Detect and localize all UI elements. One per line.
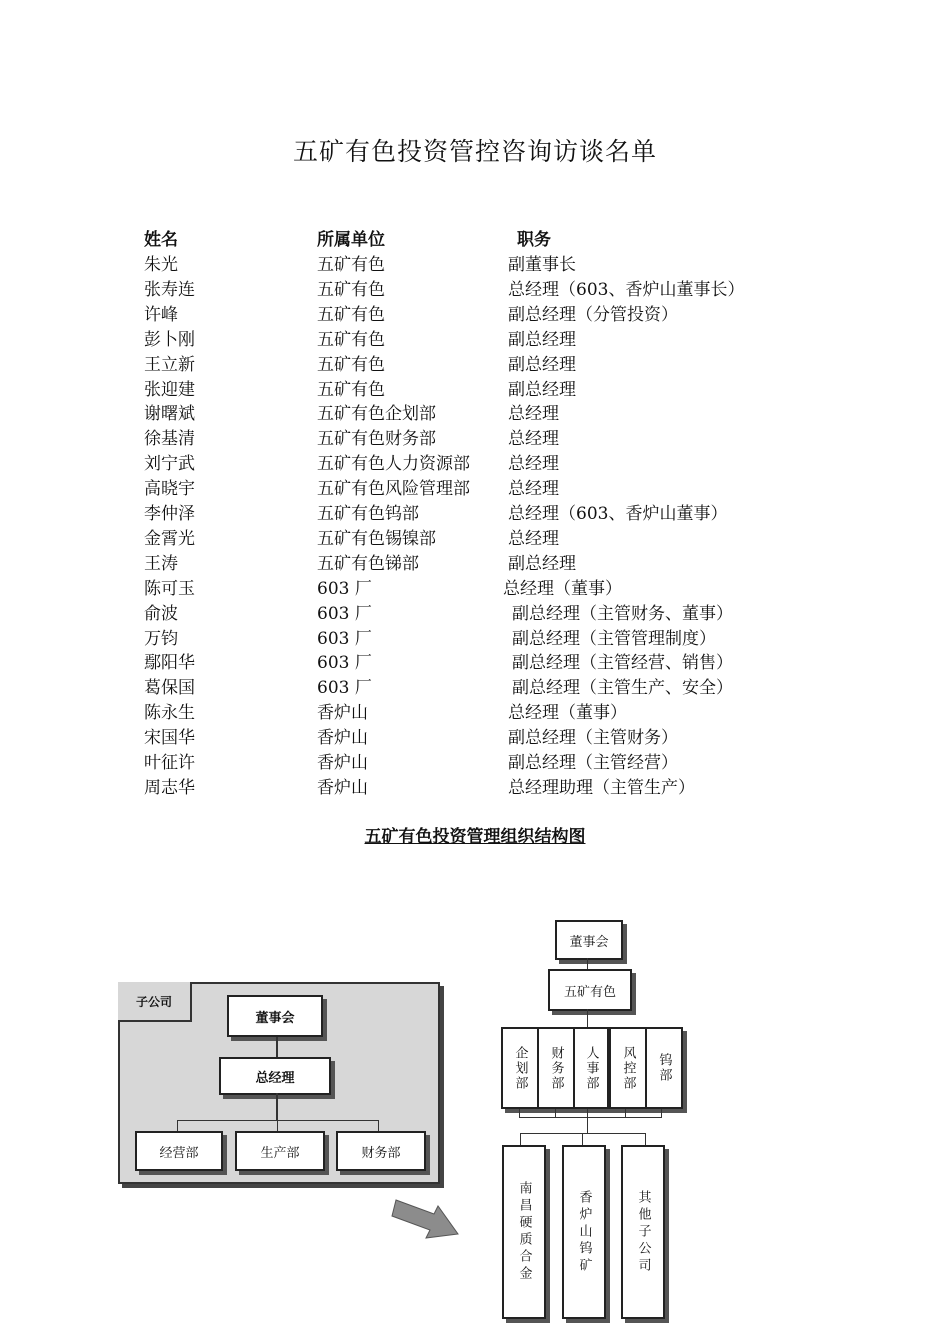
person-role: 总经理（603、香炉山董事长） <box>508 279 745 300</box>
subsidiary-dept-production: 生产部 <box>235 1131 325 1171</box>
person-unit: 香炉山 <box>317 753 368 773</box>
group-sub-others: 其他子公司 <box>621 1145 665 1319</box>
list-item <box>0 773 950 798</box>
group-dept-tungsten: 钨部 <box>645 1027 683 1109</box>
person-role: 副总经理（主管财务） <box>508 728 678 749</box>
person-name: 许峰 <box>144 304 178 325</box>
subsidiary-board-box: 董事会 <box>227 995 323 1037</box>
group-sub-xianglushan: 香炉山钨矿 <box>562 1145 606 1319</box>
person-unit: 五矿有色 <box>317 329 385 350</box>
person-role: 副总经理 <box>508 354 576 375</box>
person-unit: 603 厂 <box>317 628 372 649</box>
person-unit: 五矿有色风险管理部 <box>317 479 470 500</box>
person-role: 副总经理（主管经营） <box>508 753 678 773</box>
group-company-box: 五矿有色 <box>548 969 632 1011</box>
list-item <box>0 449 950 474</box>
group-dept-finance: 财务部 <box>537 1027 575 1109</box>
person-unit: 香炉山 <box>317 703 368 724</box>
list-item <box>0 723 950 748</box>
person-role: 总经理 <box>508 479 559 500</box>
person-name: 王立新 <box>144 354 195 375</box>
person-unit: 香炉山 <box>317 728 368 749</box>
list-item <box>0 350 950 375</box>
person-unit: 五矿有色锑部 <box>317 553 419 574</box>
person-role: 总经理 <box>508 404 559 425</box>
person-name: 叶征许 <box>144 753 195 773</box>
person-role: 总经理（董事） <box>503 578 622 599</box>
person-unit: 香炉山 <box>317 777 368 798</box>
person-role: 总经理 <box>508 429 559 450</box>
list-item <box>0 698 950 723</box>
list-item <box>0 250 950 275</box>
person-role: 副总经理 <box>508 553 576 574</box>
list-item <box>0 424 950 449</box>
person-unit: 603 厂 <box>317 603 372 624</box>
person-name: 陈可玉 <box>144 578 195 599</box>
person-name: 张迎建 <box>144 379 195 400</box>
person-name: 朱光 <box>144 255 178 275</box>
person-unit: 五矿有色人力资源部 <box>317 454 470 475</box>
person-unit: 603 厂 <box>317 678 372 699</box>
person-name: 彭卜刚 <box>144 329 195 350</box>
person-name: 刘宁武 <box>144 454 195 475</box>
person-role: 副总经理 <box>508 379 576 400</box>
person-role: 副总经理（分管投资） <box>508 304 678 325</box>
person-unit: 603 厂 <box>317 578 372 599</box>
arrow-right-icon <box>390 1186 466 1242</box>
person-name: 张寿连 <box>144 279 195 300</box>
person-role: 副总经理 <box>508 329 576 350</box>
person-unit: 五矿有色 <box>317 255 385 275</box>
subsidiary-dept-finance: 财务部 <box>336 1131 426 1171</box>
column-header-role: 职务 <box>517 230 551 250</box>
person-unit: 五矿有色 <box>317 304 385 325</box>
list-item <box>0 673 950 698</box>
column-header-unit: 所属单位 <box>317 230 385 250</box>
group-board-box: 董事会 <box>555 920 623 960</box>
person-name: 万钧 <box>144 628 178 649</box>
list-item <box>0 275 950 300</box>
list-item <box>0 599 950 624</box>
subsidiary-dept-operation: 经营部 <box>135 1131 223 1171</box>
document-title: 五矿有色投资管控咨询访谈名单 <box>292 137 657 166</box>
list-item <box>0 375 950 400</box>
person-role: 副总经理（主管管理制度） <box>512 628 716 649</box>
list-item <box>0 549 950 574</box>
list-item <box>0 399 950 424</box>
person-unit: 五矿有色 <box>317 279 385 300</box>
person-name: 宋国华 <box>144 728 195 749</box>
subsidiary-gm-box: 总经理 <box>219 1057 331 1095</box>
person-role: 总经理助理（主管生产） <box>508 777 695 798</box>
person-role: 副董事长 <box>508 255 576 275</box>
person-name: 鄢阳华 <box>144 653 195 674</box>
list-item <box>0 524 950 549</box>
list-item <box>0 574 950 599</box>
person-name: 俞波 <box>144 603 178 624</box>
person-unit: 603 厂 <box>317 653 372 674</box>
person-role: 总经理（603、香炉山董事） <box>508 504 728 524</box>
person-role: 总经理 <box>508 528 559 549</box>
column-header-name: 姓名 <box>144 230 178 250</box>
person-role: 副总经理（主管经营、销售） <box>512 653 733 674</box>
list-item <box>0 300 950 325</box>
person-unit: 五矿有色钨部 <box>317 504 419 524</box>
person-name: 谢曙斌 <box>144 404 195 425</box>
person-role: 副总经理（主管财务、董事） <box>512 603 733 624</box>
list-item <box>0 624 950 649</box>
person-name: 陈永生 <box>144 703 195 724</box>
group-dept-planning: 企划部 <box>501 1027 539 1109</box>
subsidiary-tag: 子公司 <box>118 982 192 1022</box>
person-name: 王涛 <box>144 553 178 574</box>
person-role: 副总经理（主管生产、安全） <box>512 678 733 699</box>
list-item <box>0 325 950 350</box>
person-name: 高晓宇 <box>144 479 195 500</box>
person-name: 葛保国 <box>144 678 195 699</box>
list-item <box>0 648 950 673</box>
person-role: 总经理（董事） <box>508 703 627 724</box>
person-unit: 五矿有色锡镍部 <box>317 528 436 549</box>
person-unit: 五矿有色 <box>317 354 385 375</box>
person-role: 总经理 <box>508 454 559 475</box>
group-dept-hr: 人事部 <box>573 1027 609 1109</box>
person-name: 金霄光 <box>144 528 195 549</box>
person-unit: 五矿有色财务部 <box>317 429 436 450</box>
person-name: 徐基清 <box>144 429 195 450</box>
list-item <box>0 474 950 499</box>
list-item <box>0 499 950 524</box>
list-item <box>0 748 950 773</box>
group-dept-risk: 风控部 <box>609 1027 647 1109</box>
group-sub-nanchang: 南昌硬质合金 <box>502 1145 546 1319</box>
person-name: 李仲泽 <box>144 504 195 524</box>
person-name: 周志华 <box>144 777 195 798</box>
person-unit: 五矿有色 <box>317 379 385 400</box>
org-chart-title: 五矿有色投资管理组织结构图 <box>364 827 586 847</box>
person-unit: 五矿有色企划部 <box>317 404 436 425</box>
